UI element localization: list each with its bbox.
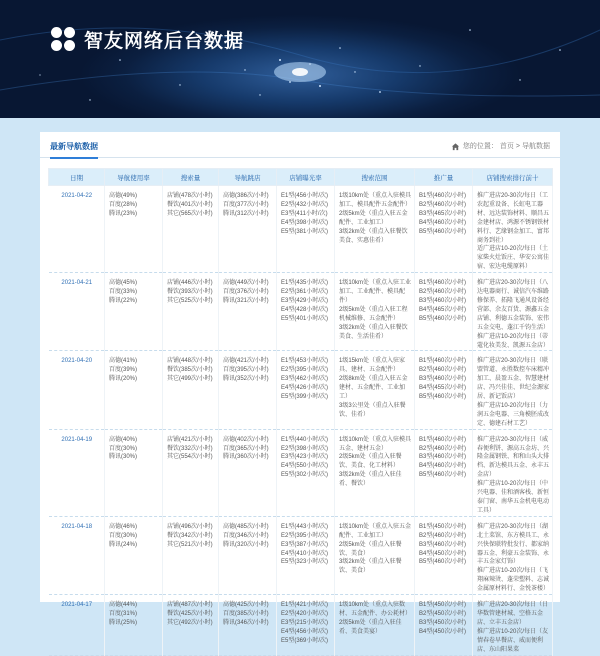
- cell-line: E1型(453小时/次): [281, 358, 329, 365]
- cell-line: B5型(460次/小时): [419, 472, 467, 479]
- column-header: 搜索量: [163, 169, 219, 186]
- column-header: 店铺搜索排行前十: [473, 169, 553, 186]
- cell-exposure: [277, 516, 335, 594]
- row-date: 2021-04-18: [49, 516, 105, 594]
- cell-line: E4型(456小时/次): [281, 628, 329, 635]
- cell-line: 百度(346次/小时): [223, 532, 269, 539]
- cell-line: E5型(369小时/次): [281, 637, 329, 644]
- cell-line: 百度(30%): [109, 532, 138, 539]
- row-date: 2021-04-20: [49, 351, 105, 429]
- cell-jump: [219, 186, 277, 273]
- cell-line: 百度(31%): [109, 610, 138, 617]
- cell-line: B2型(460次/小时): [419, 532, 467, 539]
- cell-line: 餐饮(385次/小时): [167, 367, 213, 374]
- cell-line: B4型(455次/小时): [419, 385, 467, 392]
- site-logo[interactable]: [50, 24, 244, 54]
- cell-usage: [105, 186, 163, 273]
- cell-line: B3型(460次/小时): [419, 454, 467, 461]
- cell-line: E5型(302小时/次): [281, 472, 329, 479]
- cell-line: 腾讯(352次/小时): [223, 376, 269, 383]
- cell-promo: [415, 516, 473, 594]
- cell-line: 百度(377次/小时): [223, 201, 269, 208]
- cell-jump: [219, 351, 277, 429]
- cell-usage: [105, 516, 163, 594]
- cell-line: B1型(460次/小时): [419, 193, 467, 199]
- breadcrumb-separator: >: [515, 142, 520, 150]
- cell-line: 百度(30%): [109, 445, 138, 452]
- cell-line: 1级10km处（重点入驻模具五金、建材五金）: [339, 436, 412, 452]
- cell-rank: [473, 273, 553, 351]
- cell-rank: [473, 429, 553, 516]
- cell-line: 1级10km处（重点入驻模具加工、模具配件五金配件）: [339, 193, 412, 208]
- cell-line: 1级10km处（重点入驻工业加工、工业配件、模具配件）: [339, 280, 412, 304]
- cell-line: E5型(401小时/次): [281, 315, 329, 322]
- cell-line: 其它(499次/小时): [167, 376, 213, 383]
- cell-line: 腾讯(30%): [109, 454, 138, 461]
- cell-line: B1型(450次/小时): [419, 523, 467, 530]
- cell-line: B5型(460次/小时): [419, 315, 467, 322]
- cell-line: E1型(435小时/次): [281, 280, 329, 287]
- cell-usage: [105, 273, 163, 351]
- cell-line: 百度(376次/小时): [223, 289, 269, 296]
- cell-line: 腾讯(312次/小时): [223, 210, 269, 217]
- site-title: 智友网络后台数据: [84, 30, 245, 52]
- cell-line: 推广进店10-20次/每日（力润五金电器、三角模胚成改定、德建石材工艺）: [477, 402, 550, 427]
- cell-promo: [415, 595, 473, 655]
- cell-line: 店铺(478次/小时): [167, 193, 213, 199]
- section-title: 最新导航数据: [50, 141, 98, 159]
- cell-line: E2型(395小时/次): [281, 367, 329, 374]
- cell-line: 高德(41%): [109, 358, 138, 365]
- nav-data-table: [48, 168, 553, 656]
- clover-logo-icon: [50, 26, 76, 52]
- header-banner: [0, 0, 600, 118]
- cell-rank: [473, 595, 553, 655]
- cell-line: 腾讯(23%): [109, 210, 138, 217]
- cell-line: 腾讯(320次/小时): [223, 541, 269, 548]
- cell-line: E2型(395小时/次): [281, 532, 329, 539]
- cell-line: 店铺(448次/小时): [167, 358, 213, 365]
- cell-jump: [219, 595, 277, 655]
- cell-line: 2级5km处（重点入驻佳肴、美食美宴）: [339, 619, 402, 635]
- cell-range: [335, 273, 415, 351]
- cell-line: 腾讯(22%): [109, 297, 138, 304]
- column-header: 推广量: [415, 169, 473, 186]
- cell-line: E4型(398小时/次): [281, 219, 329, 226]
- cell-exposure: [277, 351, 335, 429]
- cell-exposure: [277, 429, 335, 516]
- cell-line: B4型(450次/小时): [419, 628, 467, 635]
- cell-line: 高德(46%): [109, 523, 138, 530]
- cell-line: 餐饮(401次/小时): [167, 201, 213, 208]
- cell-line: 餐饮(332次/小时): [167, 445, 213, 452]
- cell-rank: [473, 516, 553, 594]
- cell-line: 高德(449次/小时): [223, 280, 269, 287]
- cell-line: 高德(40%): [109, 436, 138, 443]
- cell-line: 3级3公里处（重点入驻餐饮、佳肴）: [339, 402, 406, 418]
- panel-header: [40, 132, 560, 158]
- table-row: [49, 516, 553, 594]
- cell-line: B3型(460次/小时): [419, 376, 467, 383]
- cell-line: B1型(460次/小时): [419, 358, 467, 365]
- row-date: 2021-04-17: [49, 595, 105, 655]
- breadcrumb-home-link[interactable]: 首页: [499, 143, 514, 150]
- cell-line: E1型(456小时/次): [281, 193, 329, 199]
- cell-line: 其它(521次/小时): [167, 541, 213, 548]
- cell-line: 餐饮(342次/小时): [167, 532, 213, 539]
- cell-line: B2型(460次/小时): [419, 289, 467, 296]
- cell-line: 高德(425次/小时): [223, 602, 269, 609]
- cell-line: B4型(465次/小时): [419, 306, 467, 313]
- home-icon: [451, 142, 460, 151]
- cell-line: B5型(460次/小时): [419, 559, 467, 566]
- cell-line: B2型(460次/小时): [419, 201, 467, 208]
- cell-line: 百度(365次/小时): [223, 445, 269, 452]
- row-date: 2021-04-22: [49, 186, 105, 273]
- cell-search: [163, 429, 219, 516]
- cell-line: E1型(443小时/次): [281, 523, 329, 530]
- cell-line: 百度(39%): [109, 367, 138, 374]
- cell-line: 腾讯(20%): [109, 376, 138, 383]
- cell-line: 腾讯(346次/小时): [223, 619, 269, 626]
- cell-search: [163, 516, 219, 594]
- cell-exposure: [277, 186, 335, 273]
- cell-line: E4型(426小时/次): [281, 385, 329, 392]
- breadcrumb-current: 导航数据: [522, 143, 550, 150]
- cell-line: 餐饮(425次/小时): [167, 610, 213, 617]
- cell-line: E2型(361小时/次): [281, 289, 329, 296]
- cell-line: B2型(450次/小时): [419, 610, 467, 617]
- cell-line: 腾讯(321次/小时): [223, 297, 269, 304]
- cell-exposure: [277, 273, 335, 351]
- cell-line: 2级5km处（重点入驻五金配件、工业加工）: [339, 210, 408, 226]
- cell-line: 1级10km处（重点入驻数材、五金配件、办公耗材）: [339, 602, 412, 617]
- breadcrumb: [451, 141, 552, 151]
- row-date: 2021-04-21: [49, 273, 105, 351]
- cell-line: B2型(460次/小时): [419, 445, 467, 452]
- cell-rank: [473, 186, 553, 273]
- cell-line: 2级5km处（重点入驻餐饮、美食、化工材料）: [339, 454, 402, 470]
- cell-line: 腾讯(360次/小时): [223, 454, 269, 461]
- cell-line: B1型(460次/小时): [419, 280, 467, 287]
- cell-line: 高德(45%): [109, 280, 138, 287]
- cell-line: E3型(462小时/次): [281, 376, 329, 383]
- cell-line: B3型(460次/小时): [419, 297, 467, 304]
- cell-line: E1型(421小时/次): [281, 602, 329, 609]
- cell-line: 腾讯(25%): [109, 619, 138, 626]
- column-header: 导航使用率: [105, 169, 163, 186]
- breadcrumb-prefix: 您的位置：: [462, 143, 498, 150]
- cell-line: E3型(387小时/次): [281, 541, 329, 548]
- cell-line: E3型(423小时/次): [281, 454, 329, 461]
- table-row: [49, 273, 553, 351]
- cell-range: [335, 595, 415, 655]
- cell-line: E2型(398小时/次): [281, 445, 329, 452]
- cell-line: 2级8km处（重点入驻五金建材、五金配件、工业加工）: [339, 376, 408, 401]
- cell-line: B5型(460次/小时): [419, 394, 467, 401]
- cell-line: 高德(386次/小时): [223, 193, 269, 199]
- cell-line: 3级2km处（重点入驻餐饮美食、生活佳肴）: [339, 324, 408, 340]
- cell-line: 高德(44%): [109, 602, 138, 609]
- column-header: 店铺曝光率: [277, 169, 335, 186]
- cell-line: E4型(410小时/次): [281, 550, 329, 557]
- table-row: [49, 595, 553, 655]
- cell-line: B3型(450次/小时): [419, 619, 467, 626]
- cell-line: 3级2km处（重点入驻佳肴、餐饮）: [339, 472, 402, 488]
- banner-starfield-wave: [0, 0, 600, 118]
- cell-line: 餐饮(393次/小时): [167, 289, 213, 296]
- table-row: [49, 429, 553, 516]
- cell-line: E3型(429小时/次): [281, 297, 329, 304]
- cell-range: [335, 516, 415, 594]
- cell-promo: [415, 351, 473, 429]
- cell-line: E1型(440小时/次): [281, 436, 329, 443]
- cell-range: [335, 351, 415, 429]
- cell-line: 推广进店20-30次/每日（八达电器商行、诚信汽车维路修保养、拓隆飞通风设备经营部、余友百货、源鑫五金店铺、利德五金装饰、宏伟五金交电、蓬江千钧生活）: [477, 280, 550, 331]
- cell-jump: [219, 273, 277, 351]
- table-body: [49, 186, 553, 656]
- cell-line: 店铺(496次/小时): [167, 523, 213, 530]
- cell-line: 推广进店10-20次/每日（蒂蔻化妆美发、凯源五金店）: [477, 333, 550, 349]
- cell-line: 适广进店10-20次/每日（土家柴火灶饭庄、华安公寓佳宿、宏达电缆原料）: [477, 246, 550, 271]
- column-header: 搜索范围: [335, 169, 415, 186]
- cell-line: 3级2km处（重点入驻餐饮美食、实惠佳肴）: [339, 228, 408, 244]
- cell-line: 1级10km处（重点入驻五金配件、工业加工）: [339, 523, 412, 539]
- cell-usage: [105, 595, 163, 655]
- cell-line: 其它(565次/小时): [167, 210, 213, 217]
- cell-line: B1型(460次/小时): [419, 436, 467, 443]
- cell-line: B4型(460次/小时): [419, 219, 467, 226]
- cell-line: E2型(432小时/次): [281, 201, 329, 208]
- cell-line: 推广进店20-30次/每日（联盟管道、永胜数控车床精冲加工、晨盈五金、智慧建材店、冯兴佳佳、世纪金源家居、新记饭店）: [477, 358, 550, 401]
- cell-line: 店铺(421次/小时): [167, 436, 213, 443]
- table-row: [49, 351, 553, 429]
- cell-line: E5型(323小时/次): [281, 559, 329, 566]
- cell-line: 百度(385次/小时): [223, 610, 269, 617]
- cell-promo: [415, 273, 473, 351]
- cell-line: 推广进店20-30次/每日（日华数管建材城、空格五金店、立丰五金店）: [477, 602, 549, 626]
- cell-line: 推广进店20-30次/每日（湖北土菜馆、东方模具工、永兴快保联特批发行、都家纳器五金、利豪五金装饰、永丰五金家灯饰）: [477, 523, 550, 566]
- cell-line: E5型(399小时/次): [281, 394, 329, 401]
- cell-range: [335, 429, 415, 516]
- cell-search: [163, 273, 219, 351]
- cell-line: 推广进店10-20次/每日（中兴电器、佳和酒客栈、新恒泰门窗、南华五金机电电动工具）: [477, 481, 550, 514]
- cell-usage: [105, 429, 163, 516]
- cell-line: E5型(381小时/次): [281, 228, 329, 235]
- cell-usage: [105, 351, 163, 429]
- cell-line: E4型(550小时/次): [281, 463, 329, 470]
- cell-line: B2型(460次/小时): [419, 367, 467, 374]
- cell-line: 店铺(446次/小时): [167, 280, 213, 287]
- column-header: 日期: [49, 169, 105, 186]
- cell-line: 高德(485次/小时): [223, 523, 269, 530]
- cell-line: E4型(428小时/次): [281, 306, 329, 313]
- cell-line: 推广进店20-30次/每日（工农起重设备、长虹电工器材、远达装饰材料、顺昌五金建材店、鸿源不锈钢铁材料行、艺缘钢金加工、富邦商务到社）: [477, 193, 550, 244]
- cell-line: 百度(395次/小时): [223, 367, 269, 374]
- cell-line: E2型(420小时/次): [281, 610, 329, 617]
- cell-line: 推广进店20-30次/每日（威春便利饼、源高五金坊、兴隆金属钢铁、和和山头大排档、新达模具五金、永丰五金店）: [477, 436, 550, 479]
- cell-line: 高德(402次/小时): [223, 436, 269, 443]
- cell-line: 高德(421次/小时): [223, 358, 269, 365]
- table-row: [49, 186, 553, 273]
- cell-range: [335, 186, 415, 273]
- cell-promo: [415, 429, 473, 516]
- cell-line: 推广进店10-20次/每日（飞翔麻辣烫、蓬荣塑料、志诚金属原材料行、金悦茶楼）: [477, 568, 550, 593]
- cell-line: E3型(411小时/次): [281, 210, 328, 217]
- cell-line: B4型(450次/小时): [419, 550, 467, 557]
- cell-line: B4型(460次/小时): [419, 463, 467, 470]
- cell-line: 2级5km处（重点入驻工程机械维修、五金配件）: [339, 306, 408, 322]
- cell-line: 其它(525次/小时): [167, 297, 213, 304]
- data-panel: [40, 132, 560, 653]
- cell-rank: [473, 351, 553, 429]
- column-header: 导航跳店: [219, 169, 277, 186]
- cell-line: 其它(554次/小时): [167, 454, 213, 461]
- cell-exposure: [277, 595, 335, 655]
- cell-line: 1级15km处（重点入驻家具、建材、五金配件）: [339, 358, 406, 374]
- cell-line: E3型(215小时/次): [281, 619, 329, 626]
- cell-line: 3级2km处（重点入驻餐饮、美食）: [339, 559, 402, 575]
- cell-search: [163, 595, 219, 655]
- cell-line: 2级5km处（重点入驻餐饮、美食）: [339, 541, 402, 557]
- cell-jump: [219, 429, 277, 516]
- cell-line: B3型(465次/小时): [419, 210, 467, 217]
- cell-line: 店铺(487次/小时): [167, 602, 213, 609]
- cell-search: [163, 351, 219, 429]
- cell-line: 高德(49%): [109, 193, 138, 199]
- cell-jump: [219, 516, 277, 594]
- cell-line: 百度(33%): [109, 289, 138, 296]
- table-header-row: [49, 169, 553, 186]
- cell-promo: [415, 186, 473, 273]
- cell-line: 腾讯(24%): [109, 541, 138, 548]
- row-date: 2021-04-19: [49, 429, 105, 516]
- cell-line: 推广进店10-20次/每日（友情春卷早餐店、威而便利店、东山阳果菜: [477, 628, 549, 653]
- cell-line: B1型(450次/小时): [419, 602, 467, 609]
- cell-search: [163, 186, 219, 273]
- cell-line: B3型(460次/小时): [419, 541, 467, 548]
- cell-line: 其它(492次/小时): [167, 619, 213, 626]
- cell-line: B5型(460次/小时): [419, 228, 467, 235]
- cell-line: 百度(28%): [109, 201, 138, 208]
